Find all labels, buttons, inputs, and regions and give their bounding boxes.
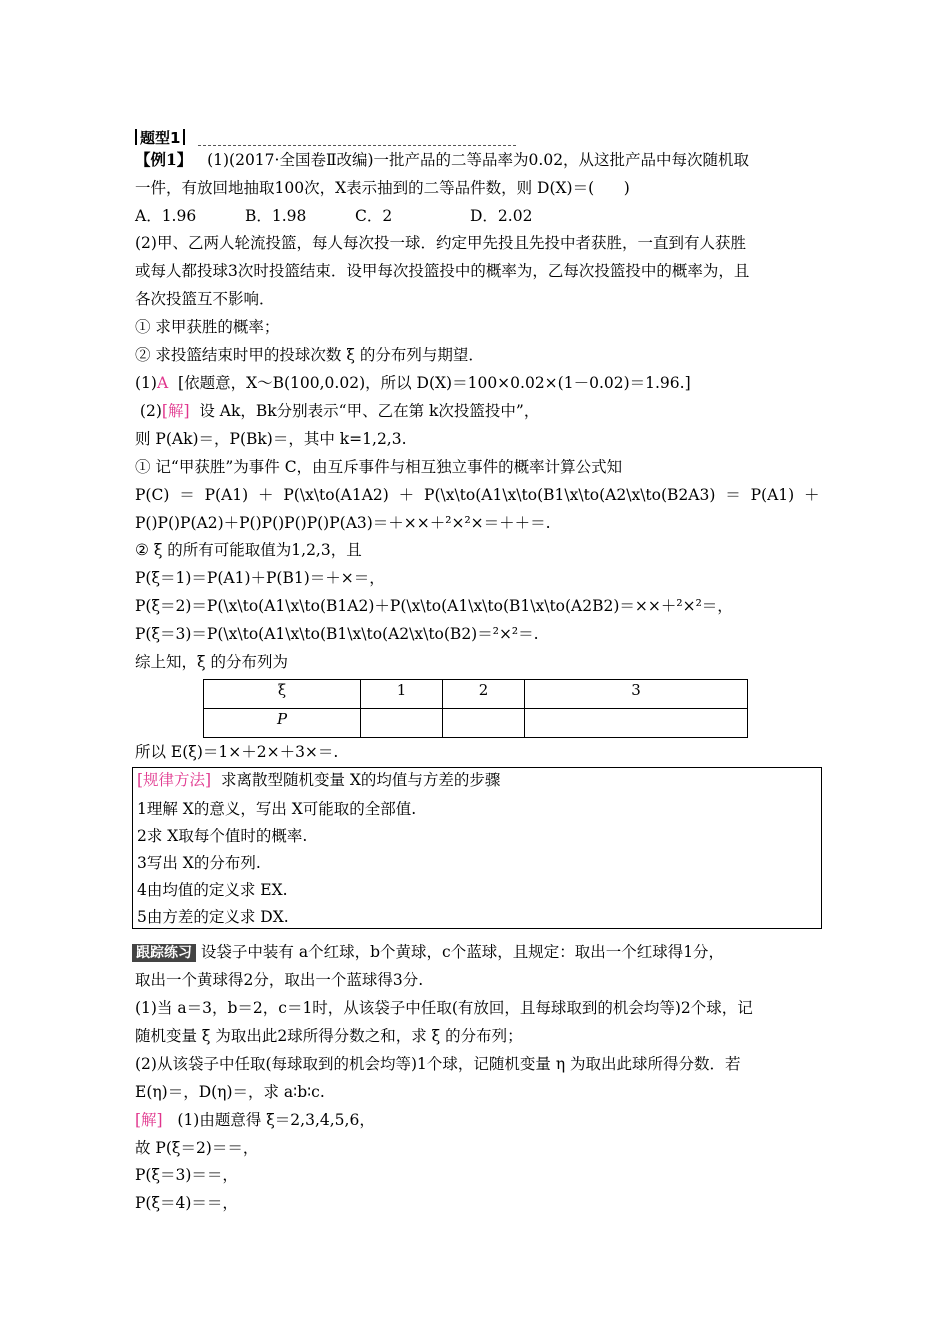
- table-cell: [361, 709, 443, 738]
- part2-line: (2)甲、乙两人轮流投篮，每人每次投一球．约定甲先投且先投中者获胜，一直到有人获胜: [135, 234, 746, 252]
- option-b: B．1.98: [245, 207, 307, 225]
- answer-1: (1)A [依题意，X～B(100,0.02)，所以 D(X)＝100×0.02×(1－0.02)＝1.96.]: [135, 374, 691, 392]
- answer-letter: A: [156, 374, 169, 392]
- method-tag: [规律方法]: [137, 771, 212, 789]
- solution-line: P(C) ＝ P(A1) ＋ P(\x\to(A1A2) ＋ P(\x\to(A1\x\to(B1\x\to(A2\x\to(B2A3) ＝ P(A1) ＋: [135, 486, 820, 504]
- table-cell: [443, 709, 525, 738]
- section-header: [132, 127, 188, 148]
- solution-line: P(ξ＝1)＝P(A1)＋P(B1)＝＋×＝，: [135, 569, 385, 587]
- header-dashed-rule: [198, 145, 516, 146]
- method-step: 3写出 X的分布列.: [137, 854, 261, 872]
- part2-line: ② 求投篮结束时甲的投球次数 ξ 的分布列与期望．: [135, 346, 484, 364]
- practice-tag: 跟踪练习: [132, 944, 196, 962]
- solution-line: ② ξ 的所有可能取值为1,2,3，且: [135, 541, 362, 559]
- method-step: 1理解 X的意义，写出 X可能取的全部值.: [137, 800, 417, 818]
- method-step: 2求 X取每个值时的概率.: [137, 827, 308, 845]
- example-line-1: 【例1】 (1)(2017·全国卷Ⅱ改编)一批产品的二等品率为0.02，从这批产品中每次随机取: [135, 150, 750, 169]
- practice-solution-first: [解] (1)由题意得 ξ＝2,3,4,5,6，: [135, 1111, 375, 1129]
- expectation-line: 所以 E(ξ)＝1×＋2×＋3×＝.: [135, 743, 339, 761]
- method-step: 4由均值的定义求 EX.: [137, 881, 288, 899]
- table-row: [204, 709, 748, 738]
- header-bar-right: [183, 129, 185, 145]
- table-cell: ξ: [204, 680, 361, 709]
- method-box: [132, 767, 822, 929]
- jie-tag: [解]: [161, 402, 190, 420]
- jie-tag: [解]: [135, 1111, 163, 1129]
- option-a: A．1.96: [135, 207, 197, 225]
- table-cell: [525, 709, 748, 738]
- solution-line: P(ξ＝2)＝P(\x\to(A1\x\to(B1A2)＋P(\x\to(A1\x\to(B1\x\to(A2B2)＝××＋²×²＝，: [135, 597, 733, 615]
- section-label: 题型1: [140, 129, 181, 147]
- solution-line: P(ξ＝3)＝P(\x\to(A1\x\to(B1\x\to(A2\x\to(B2)＝²×²＝.: [135, 625, 539, 643]
- method-step: 5由方差的定义求 DX.: [137, 908, 289, 926]
- part2-line: ① 求甲获胜的概率；: [135, 318, 280, 336]
- practice-line: E(η)＝，D(η)＝，求 a∶b∶c.: [135, 1083, 325, 1101]
- practice-line: (2)从该袋子中任取(每球取到的机会均等)1个球，记随机变量 η 为取出此球所得分数．若: [135, 1055, 741, 1073]
- practice-line: 随机变量 ξ 为取出此2球所得分数之和，求 ξ 的分布列；: [135, 1027, 523, 1045]
- example-line-2: 一件，有放回地抽取100次，X表示抽到的二等品件数，则 D(X)＝( ): [135, 179, 630, 197]
- table-cell: 3: [525, 680, 748, 709]
- practice-line-1: 跟踪练习 设袋子中装有 a个红球，b个黄球，c个蓝球，且规定：取出一个红球得1分，: [132, 942, 724, 962]
- practice-solution-line: P(ξ＝3)＝＝，: [135, 1166, 238, 1184]
- header-bar-left: [135, 129, 137, 145]
- practice-solution-line: P(ξ＝4)＝＝，: [135, 1194, 238, 1212]
- practice-solution-line: 故 P(ξ＝2)＝＝，: [135, 1139, 259, 1157]
- solution-line: 则 P(Ak)＝，P(Bk)＝，其中 k=1,2,3.: [135, 430, 407, 448]
- example-tag: 【例1】: [135, 150, 193, 169]
- solution-line: P()P()P(A2)＋P()P()P()P()P(A3)＝＋××＋²×²×＝＋＋＝.: [135, 514, 551, 532]
- method-title: [规律方法] 求离散型随机变量 X的均值与方差的步骤: [137, 771, 501, 789]
- part2-line: 各次投篮互不影响．: [135, 290, 275, 308]
- answer-2-intro: (2)[解] 设 Ak，Bk分别表示“甲、乙在第 k次投篮投中”，: [135, 402, 540, 420]
- table-row: [204, 680, 748, 709]
- solution-line: ① 记“甲获胜”为事件 C，由互斥事件与相互独立事件的概率计算公式知: [135, 458, 623, 476]
- solution-line: 综上知，ξ 的分布列为: [135, 653, 288, 671]
- practice-line: (1)当 a＝3，b＝2，c＝1时，从该袋子中任取(有放回，且每球取到的机会均等)2个球，记: [135, 999, 753, 1017]
- table-cell: P: [204, 709, 361, 738]
- part2-line: 或每人都投球3次时投篮结束．设甲每次投篮投中的概率为，乙每次投篮投中的概率为，且: [135, 262, 750, 280]
- option-c: C．2: [355, 207, 393, 225]
- practice-line: 取出一个黄球得2分，取出一个蓝球得3分.: [135, 971, 424, 989]
- distribution-table: [203, 679, 748, 738]
- table-cell: 2: [443, 680, 525, 709]
- table-cell: 1: [361, 680, 443, 709]
- option-d: D．2.02: [470, 207, 533, 225]
